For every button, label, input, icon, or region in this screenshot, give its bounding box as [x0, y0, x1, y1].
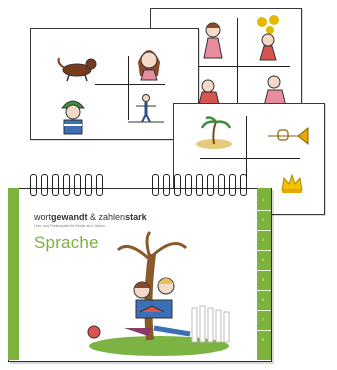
spiral-ring — [229, 174, 236, 196]
tab-divider — [257, 250, 271, 251]
tab-3[interactable]: 3 — [262, 237, 265, 242]
spiral-ring — [63, 174, 70, 196]
girl-icon — [134, 44, 164, 82]
booklet-tab-strip — [257, 188, 271, 360]
tab-divider — [257, 210, 271, 211]
tab-divider — [257, 290, 271, 291]
dog-icon — [55, 54, 99, 84]
flower-girl-icon — [198, 20, 228, 60]
spiral-ring — [240, 174, 247, 196]
sunflower-girl-icon — [250, 14, 286, 62]
tab-5[interactable]: 5 — [262, 277, 265, 282]
tab-divider — [257, 230, 271, 231]
tab-4[interactable]: 4 — [262, 257, 265, 262]
booklet-heading: Sprache — [34, 233, 99, 252]
spiral-ring — [207, 174, 214, 196]
card-back-divider-v — [237, 18, 238, 116]
boy-icon — [56, 96, 90, 136]
booklet-subtitle: Lern- und Förderspiele für Kinder ab 4 Jahren — [34, 224, 106, 228]
spiral-ring — [52, 174, 59, 196]
children-reading-illustration — [84, 228, 234, 356]
crown-icon — [280, 172, 304, 194]
tab-divider — [257, 310, 271, 311]
tab-7[interactable]: 7 — [262, 317, 265, 322]
trumpet-icon — [266, 124, 312, 148]
card-back-divider-h — [190, 66, 290, 67]
tab-divider — [257, 270, 271, 271]
spiral-ring — [152, 174, 159, 196]
tab-8[interactable]: 8 — [262, 337, 265, 342]
booklet-spine — [8, 188, 19, 360]
spiral-ring — [174, 174, 181, 196]
tab-divider — [257, 330, 271, 331]
spiral-ring — [41, 174, 48, 196]
spiral-ring — [218, 174, 225, 196]
spiral-ring — [163, 174, 170, 196]
booklet-title: wortgewandt & zahlenstark — [34, 212, 147, 222]
tab-1[interactable]: 1 — [262, 197, 265, 202]
card-left-divider-h — [95, 84, 165, 85]
spiral-ring — [85, 174, 92, 196]
spiral-ring — [196, 174, 203, 196]
tab-2[interactable]: 2 — [262, 217, 265, 222]
spiral-ring — [74, 174, 81, 196]
card-front-divider-h — [200, 158, 300, 159]
tab-6[interactable]: 6 — [262, 297, 265, 302]
spiral-ring — [30, 174, 37, 196]
tightrope-walker-icon — [126, 92, 166, 130]
spiral-ring — [185, 174, 192, 196]
spiral-ring — [96, 174, 103, 196]
island-icon — [192, 116, 236, 150]
